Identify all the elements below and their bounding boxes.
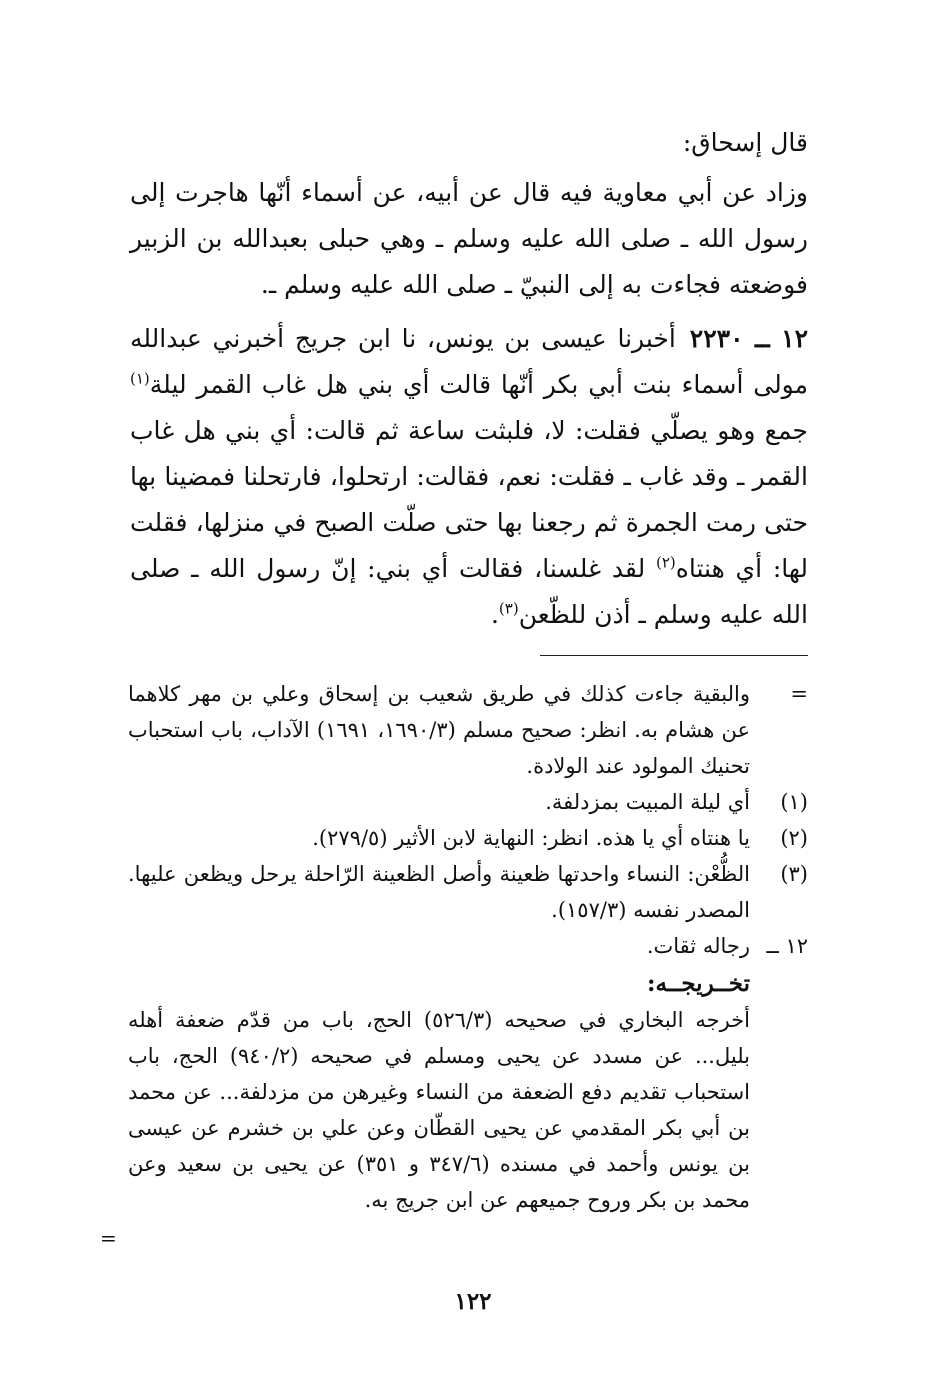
footnote-1-marker: (١) bbox=[780, 790, 808, 814]
hadith-paragraph bbox=[130, 316, 808, 638]
footnote-1 bbox=[128, 784, 808, 820]
paragraph-addition: وزاد عن أبي معاوية فيه قال عن أبيه، عن أسماء أنّها هاجرت إلى رسول الله ـ صلى الله عليه وسلم ـ وهي حبلى بعبدالله بن الزبير فوضعته فجاءت به إلى النبيّ ـ صلى الله عليه وسلم ـ. bbox=[130, 178, 808, 299]
footnotes-block bbox=[128, 676, 808, 1218]
hadith-number: ١٢ ــ ٢٢٣٠ bbox=[689, 324, 808, 353]
grading-marker: ١٢ ــ bbox=[766, 934, 808, 958]
footnote-ref-3: (٣) bbox=[498, 599, 519, 618]
footnote-3 bbox=[128, 856, 808, 928]
grading-text: رجاله ثقات. bbox=[646, 934, 750, 958]
hadith-text-part-c: لقد غلسنا، فقالت أي بني: إنّ رسول الله ـ صلى الله عليه وسلم ـ أذن للظّعن bbox=[130, 554, 808, 629]
footnote-ref-2: (٢) bbox=[655, 553, 676, 572]
footnote-3-text: الظُّعْن: النساء واحدتها ظعينة وأصل الظعينة الرّاحلة يرحل ويظعن عليها. المصدر نفسه (١٥٧/٣). bbox=[128, 862, 750, 922]
grading-note bbox=[128, 928, 808, 964]
footnote-3-marker: (٣) bbox=[780, 862, 808, 886]
takhrij-text: أخرجه البخاري في صحيحه (٥٢٦/٣) الحج، باب من قدّم ضعفة أهله بليل... عن مسدد عن يحيى ومسلم في صحيحه (٩٤٠/٢) الحج، باب استحباب تقديم دفع الضعفة من النساء وغيرهن من مزدلفة... عن محمد بن أبي بكر المقدمي عن يحيى القطّان وعن علي بن خشرم عن عيسى بن يونس وأحمد في مسنده (٣٤٧/٦ و ٣٥١) عن يحيى بن سعيد وعن محمد بن بكر وروح جميعهم عن ابن جريج به. bbox=[128, 1008, 751, 1212]
footnote-continuation bbox=[128, 676, 808, 784]
footnote-ref-1: (١) bbox=[130, 369, 150, 388]
hadith-text-part-d: . bbox=[490, 600, 499, 629]
footnote-2 bbox=[128, 820, 808, 856]
continuation-marker: = bbox=[790, 682, 808, 706]
main-text-block bbox=[130, 120, 808, 638]
footnote-separator bbox=[540, 655, 808, 656]
footnote-2-text: يا هنتاه أي يا هذه. انظر: النهاية لابن الأثير (٢٧٩/٥). bbox=[312, 826, 750, 850]
hadith-text-part-b: جمع وهو يصلّي فقلت: لا، فلبثت ساعة ثم قالت: أي بني هل غاب القمر ـ وقد غاب ـ فقلت: نعم، فقالت: ارتحلوا، فارتحلنا فمضينا بها حتى رمت الجمرة ثم رجعنا بها حتى صلّت الصبح في منزلها، فقلت لها: أي هنتاه bbox=[130, 416, 808, 583]
takhrij-heading: تخــريجــه: bbox=[647, 970, 750, 997]
continuation-text: والبقية جاءت كذلك في طريق شعيب بن إسحاق وعلي بن مهر كلاهما عن هشام به. انظر: صحيح مسلم (١٦٩٠/٣، ١٦٩١) الآداب، باب استحباب تحنيك المولود عند الولادة. bbox=[128, 682, 751, 778]
page-number: ١٢٢ bbox=[454, 1288, 492, 1315]
section-heading: قال إسحاق: bbox=[682, 128, 808, 157]
footnote-1-text: أي ليلة المبيت بمزدلفة. bbox=[545, 790, 750, 814]
footnote-2-marker: (٢) bbox=[780, 826, 808, 850]
hadith-text-part-a: أخبرنا عيسى بن يونس، نا ابن جريج أخبرني عبدالله مولى أسماء بنت أبي بكر أنّها قالت أي بني هل غاب القمر ليلة bbox=[130, 324, 808, 399]
continuation-end-marker: = bbox=[100, 1226, 117, 1250]
